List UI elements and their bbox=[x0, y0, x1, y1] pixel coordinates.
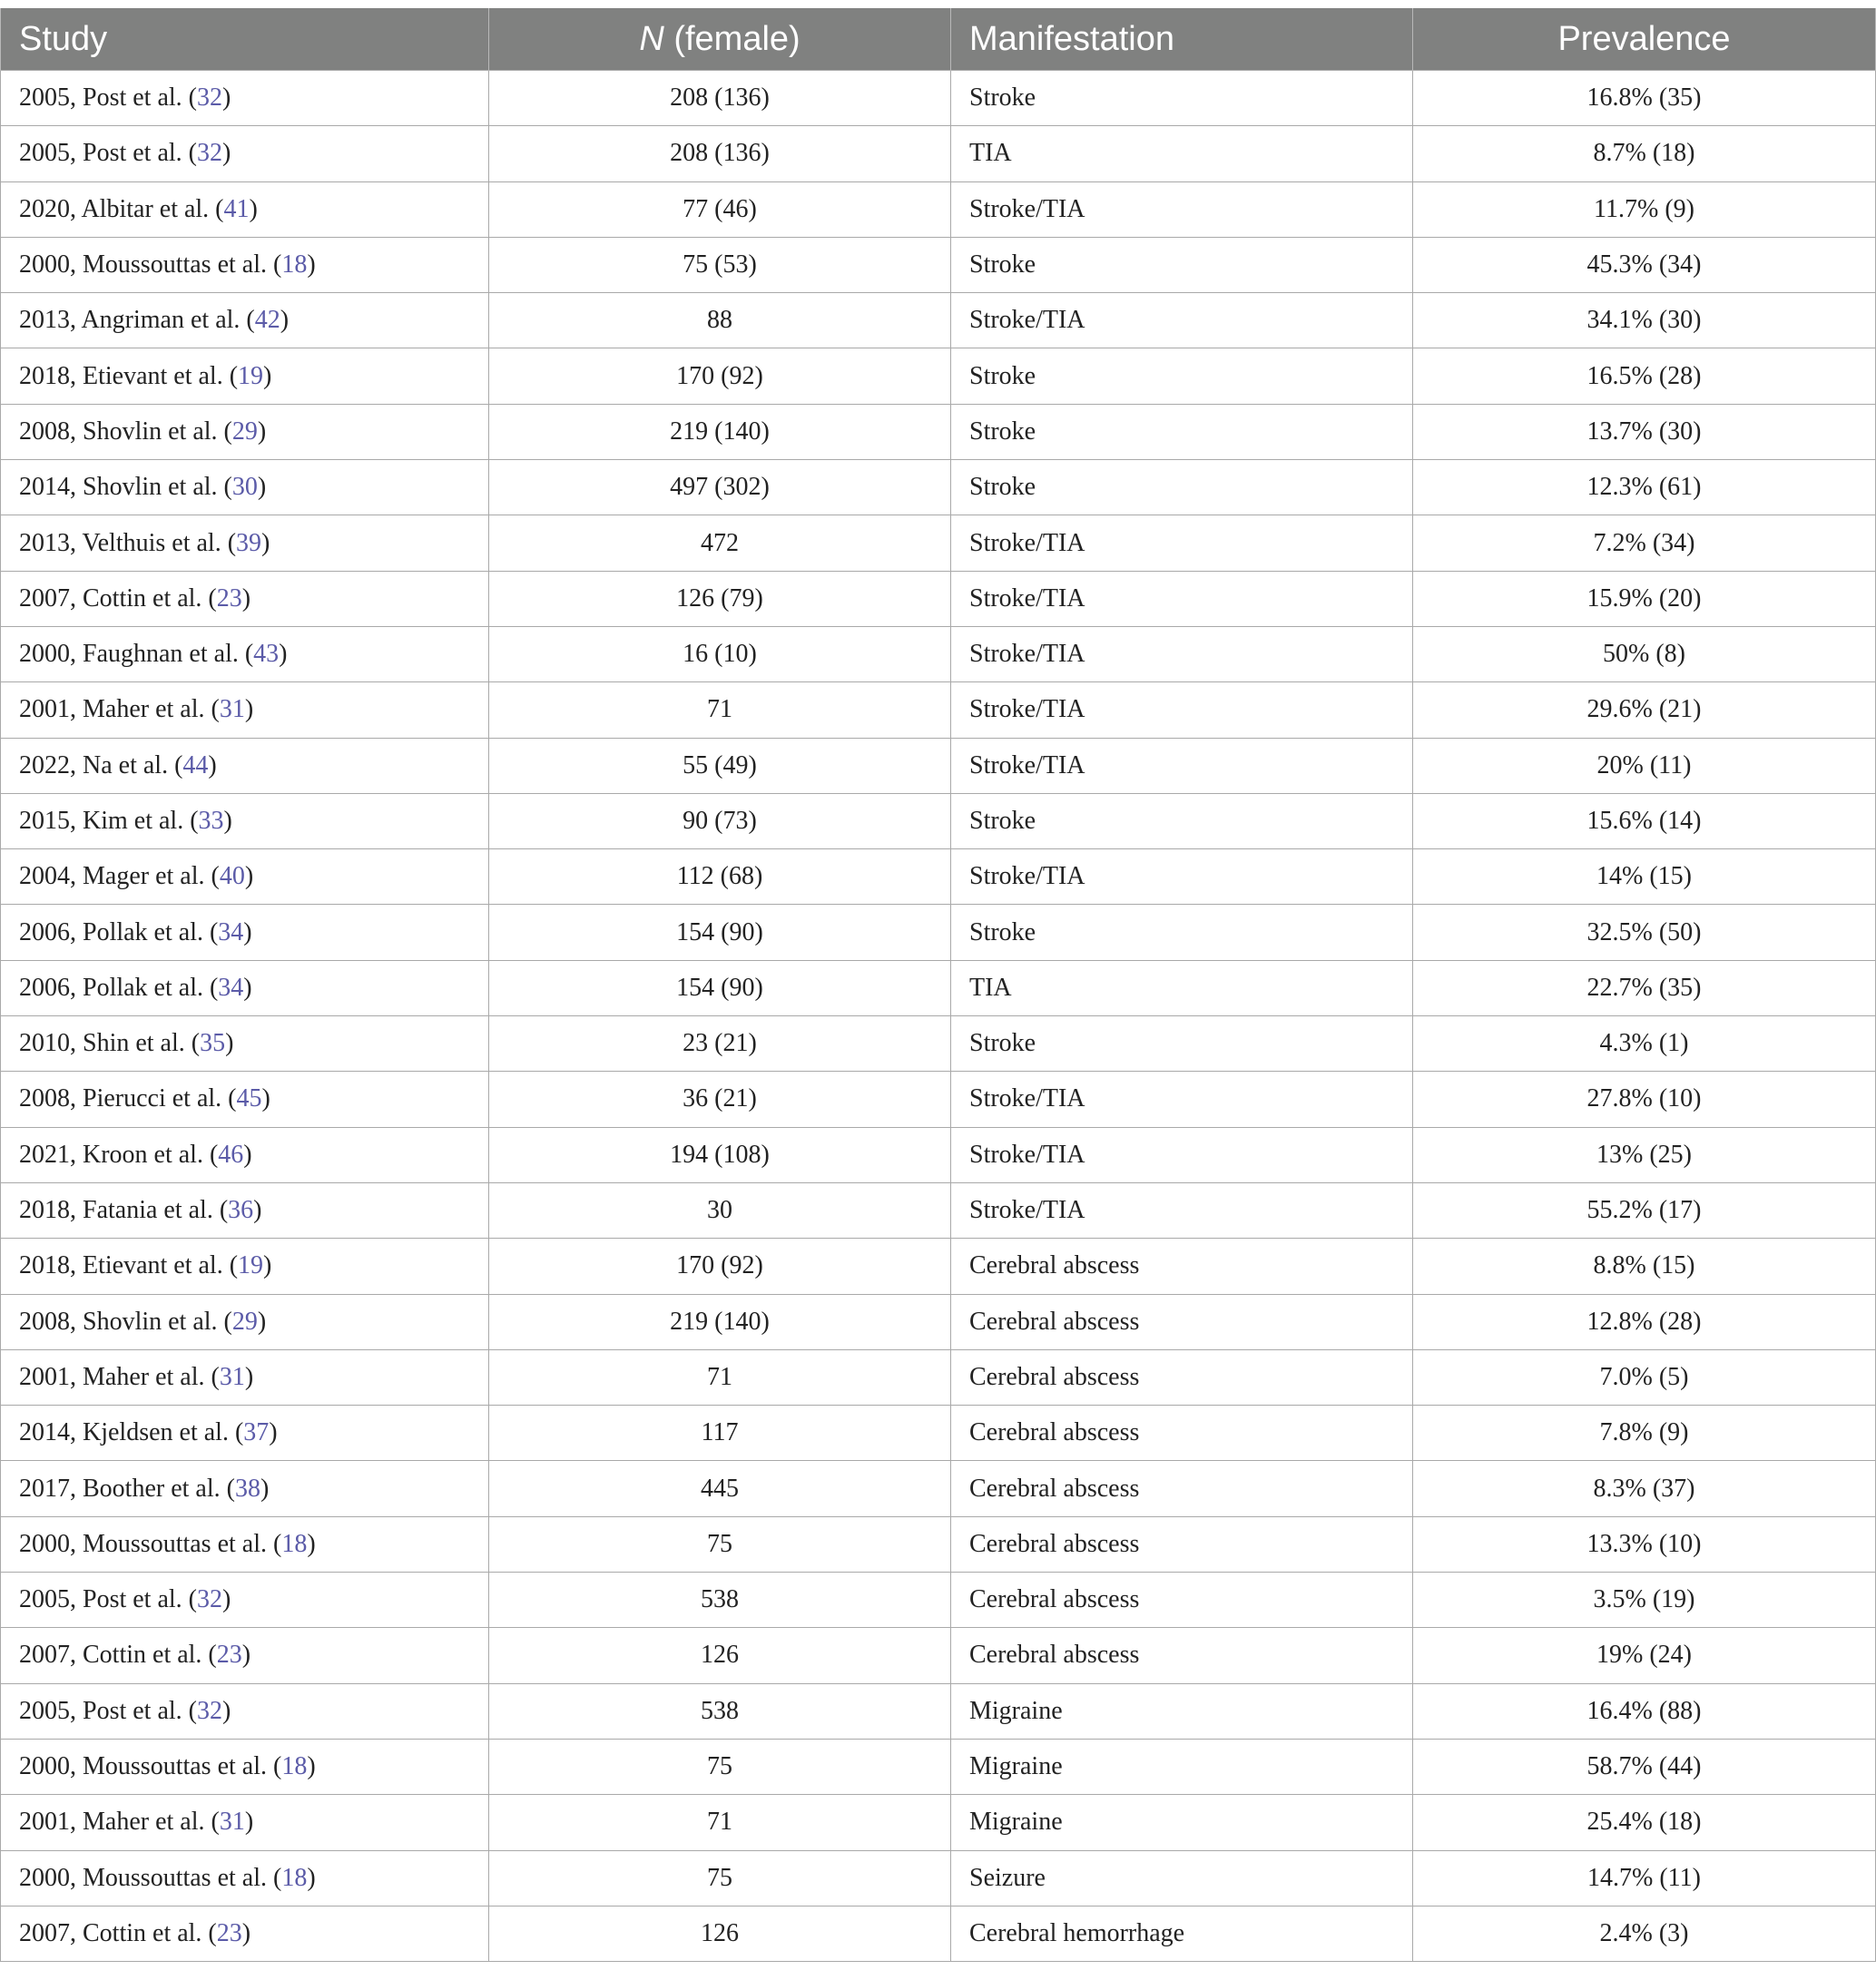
prevalence-cell: 34.1% (30) bbox=[1413, 293, 1876, 348]
study-cell bbox=[1, 738, 489, 793]
n-female-cell: 497 (302) bbox=[489, 460, 951, 515]
close-paren: ) bbox=[257, 1307, 267, 1336]
study-cell bbox=[1, 1349, 489, 1405]
manifestation-cell: Stroke bbox=[951, 404, 1413, 459]
table-row bbox=[1, 1573, 1876, 1628]
n-female-cell: 126 bbox=[489, 1628, 951, 1683]
close-paren: ) bbox=[263, 1251, 272, 1280]
table-row bbox=[1, 1239, 1876, 1294]
manifestation-cell: Stroke bbox=[951, 348, 1413, 404]
close-paren: ) bbox=[225, 1029, 234, 1058]
study-cell bbox=[1, 181, 489, 237]
table-row bbox=[1, 1628, 1876, 1683]
n-female-cell: 75 bbox=[489, 1739, 951, 1794]
study-text: 2005, Post et al. ( bbox=[19, 1585, 197, 1614]
n-female-cell: 75 bbox=[489, 1850, 951, 1906]
reference-link[interactable]: 18 bbox=[281, 250, 308, 279]
n-female-cell: 112 (68) bbox=[489, 849, 951, 905]
study-cell bbox=[1, 1573, 489, 1628]
study-cell bbox=[1, 1516, 489, 1572]
study-text: 2008, Shovlin et al. ( bbox=[19, 1307, 232, 1336]
prevalence-cell: 14.7% (11) bbox=[1413, 1850, 1876, 1906]
prevalence-cell: 15.9% (20) bbox=[1413, 571, 1876, 626]
close-paren: ) bbox=[208, 750, 217, 779]
study-text: 2021, Kroon et al. ( bbox=[19, 1140, 219, 1169]
table-row bbox=[1, 960, 1876, 1015]
prevalence-cell: 19% (24) bbox=[1413, 1628, 1876, 1683]
table-row bbox=[1, 571, 1876, 626]
n-female-cell: 117 bbox=[489, 1406, 951, 1461]
n-female-cell: 126 bbox=[489, 1906, 951, 1961]
prevalence-cell: 12.3% (61) bbox=[1413, 460, 1876, 515]
reference-link[interactable]: 32 bbox=[197, 139, 222, 168]
study-cell bbox=[1, 960, 489, 1015]
study-text: 2017, Boother et al. ( bbox=[19, 1474, 235, 1503]
study-cell bbox=[1, 71, 489, 126]
study-cell bbox=[1, 1294, 489, 1349]
study-text: 2000, Moussouttas et al. ( bbox=[19, 250, 282, 279]
study-table-container bbox=[0, 8, 1875, 1962]
close-paren: ) bbox=[222, 139, 231, 168]
prevalence-cell: 45.3% (34) bbox=[1413, 237, 1876, 292]
study-cell bbox=[1, 1739, 489, 1794]
prevalence-cell: 16.8% (35) bbox=[1413, 71, 1876, 126]
n-female-cell: 75 bbox=[489, 1516, 951, 1572]
prevalence-cell: 22.7% (35) bbox=[1413, 960, 1876, 1015]
reference-link[interactable]: 42 bbox=[254, 306, 280, 335]
study-cell bbox=[1, 1906, 489, 1961]
study-text: 2005, Post et al. ( bbox=[19, 1696, 197, 1725]
table-row bbox=[1, 849, 1876, 905]
table-row bbox=[1, 126, 1876, 181]
n-female-cell: 208 (136) bbox=[489, 126, 951, 181]
reference-link[interactable]: 36 bbox=[228, 1196, 254, 1225]
reference-link[interactable]: 19 bbox=[238, 361, 264, 390]
study-cell bbox=[1, 1628, 489, 1683]
table-row bbox=[1, 793, 1876, 848]
n-female-cell: 75 (53) bbox=[489, 237, 951, 292]
manifestation-cell: Stroke/TIA bbox=[951, 1072, 1413, 1127]
close-paren: ) bbox=[280, 306, 290, 335]
n-female-cell: 88 bbox=[489, 293, 951, 348]
reference-link[interactable]: 40 bbox=[219, 862, 245, 891]
close-paren: ) bbox=[257, 417, 267, 446]
study-cell bbox=[1, 571, 489, 626]
reference-link[interactable]: 31 bbox=[219, 695, 245, 724]
manifestation-cell: Stroke/TIA bbox=[951, 571, 1413, 626]
n-female-cell: 538 bbox=[489, 1683, 951, 1739]
header-prevalence: Prevalence bbox=[1413, 8, 1876, 71]
manifestation-cell: Migraine bbox=[951, 1795, 1413, 1850]
prevalence-cell: 8.3% (37) bbox=[1413, 1461, 1876, 1516]
table-row bbox=[1, 905, 1876, 960]
n-female-cell: 126 (79) bbox=[489, 571, 951, 626]
prevalence-cell: 16.4% (88) bbox=[1413, 1683, 1876, 1739]
close-paren: ) bbox=[222, 1696, 231, 1725]
header-n-female bbox=[489, 8, 951, 71]
manifestation-cell: Cerebral hemorrhage bbox=[951, 1906, 1413, 1961]
reference-link[interactable]: 32 bbox=[197, 1585, 222, 1614]
study-text: 2018, Fatania et al. ( bbox=[19, 1196, 229, 1225]
close-paren: ) bbox=[244, 1808, 254, 1837]
study-text: 2014, Shovlin et al. ( bbox=[19, 473, 232, 502]
study-text: 2010, Shin et al. ( bbox=[19, 1029, 201, 1058]
manifestation-cell: Stroke bbox=[951, 1016, 1413, 1072]
close-paren: ) bbox=[243, 917, 252, 946]
manifestation-cell: Cerebral abscess bbox=[951, 1573, 1413, 1628]
n-female-cell: 55 (49) bbox=[489, 738, 951, 793]
close-paren: ) bbox=[263, 361, 272, 390]
n-female-cell: 16 (10) bbox=[489, 626, 951, 681]
study-cell bbox=[1, 1127, 489, 1182]
close-paren: ) bbox=[244, 1362, 254, 1391]
reference-link[interactable]: 18 bbox=[281, 1863, 308, 1892]
study-cell bbox=[1, 626, 489, 681]
manifestation-cell: Cerebral abscess bbox=[951, 1349, 1413, 1405]
reference-link[interactable]: 19 bbox=[238, 1251, 264, 1280]
manifestation-cell: Stroke/TIA bbox=[951, 849, 1413, 905]
prevalence-cell: 7.2% (34) bbox=[1413, 515, 1876, 571]
reference-link[interactable]: 23 bbox=[216, 1641, 242, 1670]
study-text: 2001, Maher et al. ( bbox=[19, 1362, 220, 1391]
study-text: 2001, Maher et al. ( bbox=[19, 695, 220, 724]
manifestation-cell: Stroke/TIA bbox=[951, 682, 1413, 738]
study-text: 2013, Velthuis et al. ( bbox=[19, 528, 237, 557]
reference-link[interactable]: 45 bbox=[236, 1084, 262, 1113]
close-paren: ) bbox=[244, 695, 254, 724]
study-cell bbox=[1, 293, 489, 348]
study-text: 2008, Pierucci et al. ( bbox=[19, 1084, 237, 1113]
study-text: 2005, Post et al. ( bbox=[19, 83, 197, 113]
prevalence-cell: 3.5% (19) bbox=[1413, 1573, 1876, 1628]
reference-link[interactable]: 46 bbox=[218, 1140, 244, 1169]
prevalence-cell: 11.7% (9) bbox=[1413, 181, 1876, 237]
manifestation-cell: TIA bbox=[951, 960, 1413, 1015]
reference-link[interactable]: 44 bbox=[182, 750, 209, 779]
manifestation-cell: TIA bbox=[951, 126, 1413, 181]
study-text: 2000, Moussouttas et al. ( bbox=[19, 1752, 282, 1781]
reference-link[interactable]: 37 bbox=[243, 1418, 270, 1447]
study-text: 2000, Moussouttas et al. ( bbox=[19, 1863, 282, 1892]
close-paren: ) bbox=[243, 1140, 252, 1169]
header-study: Study bbox=[1, 8, 489, 71]
reference-link[interactable]: 29 bbox=[231, 1307, 258, 1336]
prevalence-cell: 2.4% (3) bbox=[1413, 1906, 1876, 1961]
table-row bbox=[1, 71, 1876, 126]
prevalence-cell: 58.7% (44) bbox=[1413, 1739, 1876, 1794]
table-row bbox=[1, 348, 1876, 404]
n-female-cell: 538 bbox=[489, 1573, 951, 1628]
table-body bbox=[1, 71, 1876, 1962]
manifestation-cell: Stroke/TIA bbox=[951, 626, 1413, 681]
reference-link[interactable]: 32 bbox=[197, 83, 222, 113]
manifestation-cell: Stroke bbox=[951, 793, 1413, 848]
table-row bbox=[1, 1516, 1876, 1572]
prevalence-cell: 15.6% (14) bbox=[1413, 793, 1876, 848]
study-text: 2006, Pollak et al. ( bbox=[19, 973, 219, 1002]
reference-link[interactable]: 18 bbox=[281, 1529, 308, 1558]
study-text: 2007, Cottin et al. ( bbox=[19, 1918, 217, 1947]
table-row bbox=[1, 1461, 1876, 1516]
study-text: 2001, Maher et al. ( bbox=[19, 1808, 220, 1837]
close-paren: ) bbox=[223, 807, 232, 835]
study-cell bbox=[1, 1683, 489, 1739]
table-row bbox=[1, 1127, 1876, 1182]
study-text: 2006, Pollak et al. ( bbox=[19, 917, 219, 946]
prevalence-cell: 16.5% (28) bbox=[1413, 348, 1876, 404]
reference-link[interactable]: 41 bbox=[223, 194, 250, 223]
study-text: 2014, Kjeldsen et al. ( bbox=[19, 1418, 244, 1447]
close-paren: ) bbox=[243, 973, 252, 1002]
study-text: 2004, Mager et al. ( bbox=[19, 862, 220, 891]
reference-link[interactable]: 18 bbox=[281, 1752, 308, 1781]
reference-link[interactable]: 32 bbox=[197, 1696, 222, 1725]
close-paren: ) bbox=[249, 194, 258, 223]
n-female-cell: 71 bbox=[489, 682, 951, 738]
table-row bbox=[1, 1683, 1876, 1739]
header-n-rest: (female) bbox=[663, 19, 800, 58]
manifestation-cell: Cerebral abscess bbox=[951, 1628, 1413, 1683]
study-cell bbox=[1, 460, 489, 515]
prevalence-cell: 13.7% (30) bbox=[1413, 404, 1876, 459]
manifestation-cell: Stroke bbox=[951, 237, 1413, 292]
prevalence-cell: 7.8% (9) bbox=[1413, 1406, 1876, 1461]
manifestation-cell: Cerebral abscess bbox=[951, 1239, 1413, 1294]
study-cell bbox=[1, 237, 489, 292]
close-paren: ) bbox=[241, 583, 251, 613]
close-paren: ) bbox=[307, 1529, 316, 1558]
n-female-cell: 71 bbox=[489, 1349, 951, 1405]
reference-link[interactable]: 23 bbox=[216, 1918, 242, 1947]
study-text: 2015, Kim et al. ( bbox=[19, 807, 199, 835]
reference-link[interactable]: 39 bbox=[236, 528, 262, 557]
study-text: 2007, Cottin et al. ( bbox=[19, 583, 217, 613]
n-female-cell: 77 (46) bbox=[489, 181, 951, 237]
table-row bbox=[1, 460, 1876, 515]
prevalence-cell: 50% (8) bbox=[1413, 626, 1876, 681]
table-row bbox=[1, 1795, 1876, 1850]
study-text: 2020, Albitar et al. ( bbox=[19, 194, 224, 223]
study-cell bbox=[1, 404, 489, 459]
manifestation-cell: Stroke/TIA bbox=[951, 293, 1413, 348]
study-cell bbox=[1, 1072, 489, 1127]
reference-link[interactable]: 34 bbox=[218, 917, 244, 946]
prevalence-cell: 32.5% (50) bbox=[1413, 905, 1876, 960]
study-table bbox=[0, 8, 1876, 1962]
header-manifestation: Manifestation bbox=[951, 8, 1413, 71]
n-female-cell: 154 (90) bbox=[489, 960, 951, 1015]
study-text: 2005, Post et al. ( bbox=[19, 139, 197, 168]
reference-link[interactable]: 29 bbox=[231, 417, 258, 446]
close-paren: ) bbox=[261, 1084, 270, 1113]
manifestation-cell: Stroke bbox=[951, 905, 1413, 960]
manifestation-cell: Cerebral abscess bbox=[951, 1406, 1413, 1461]
reference-link[interactable]: 33 bbox=[198, 807, 224, 835]
study-cell bbox=[1, 793, 489, 848]
study-text: 2018, Etievant et al. ( bbox=[19, 1251, 239, 1280]
prevalence-cell: 7.0% (5) bbox=[1413, 1349, 1876, 1405]
n-female-cell: 154 (90) bbox=[489, 905, 951, 960]
close-paren: ) bbox=[244, 862, 254, 891]
manifestation-cell: Stroke bbox=[951, 460, 1413, 515]
study-text: 2018, Etievant et al. ( bbox=[19, 361, 239, 390]
n-female-cell: 30 bbox=[489, 1182, 951, 1238]
table-row bbox=[1, 1182, 1876, 1238]
n-female-cell: 445 bbox=[489, 1461, 951, 1516]
table-row bbox=[1, 293, 1876, 348]
table-row bbox=[1, 181, 1876, 237]
header-n-italic: N bbox=[639, 19, 664, 58]
close-paren: ) bbox=[241, 1641, 251, 1670]
manifestation-cell: Stroke/TIA bbox=[951, 738, 1413, 793]
study-cell bbox=[1, 682, 489, 738]
study-cell bbox=[1, 515, 489, 571]
reference-link[interactable]: 31 bbox=[219, 1362, 245, 1391]
manifestation-cell: Cerebral abscess bbox=[951, 1461, 1413, 1516]
table-row bbox=[1, 237, 1876, 292]
prevalence-cell: 25.4% (18) bbox=[1413, 1795, 1876, 1850]
study-cell bbox=[1, 1406, 489, 1461]
reference-link[interactable]: 38 bbox=[234, 1474, 260, 1503]
manifestation-cell: Cerebral abscess bbox=[951, 1516, 1413, 1572]
n-female-cell: 170 (92) bbox=[489, 1239, 951, 1294]
prevalence-cell: 12.8% (28) bbox=[1413, 1294, 1876, 1349]
table-row bbox=[1, 1406, 1876, 1461]
study-cell bbox=[1, 348, 489, 404]
close-paren: ) bbox=[279, 640, 288, 669]
close-paren: ) bbox=[307, 1863, 316, 1892]
prevalence-cell: 14% (15) bbox=[1413, 849, 1876, 905]
study-cell bbox=[1, 1016, 489, 1072]
manifestation-cell: Stroke/TIA bbox=[951, 515, 1413, 571]
close-paren: ) bbox=[269, 1418, 278, 1447]
table-row bbox=[1, 1016, 1876, 1072]
table-row bbox=[1, 626, 1876, 681]
close-paren: ) bbox=[222, 1585, 231, 1614]
n-female-cell: 71 bbox=[489, 1795, 951, 1850]
reference-link[interactable]: 31 bbox=[219, 1808, 245, 1837]
table-row bbox=[1, 682, 1876, 738]
prevalence-cell: 4.3% (1) bbox=[1413, 1016, 1876, 1072]
study-text: 2008, Shovlin et al. ( bbox=[19, 417, 232, 446]
study-text: 2000, Moussouttas et al. ( bbox=[19, 1529, 282, 1558]
close-paren: ) bbox=[222, 83, 231, 113]
table-row bbox=[1, 1349, 1876, 1405]
reference-link[interactable]: 23 bbox=[216, 583, 242, 613]
manifestation-cell: Stroke/TIA bbox=[951, 1182, 1413, 1238]
table-row bbox=[1, 515, 1876, 571]
prevalence-cell: 8.7% (18) bbox=[1413, 126, 1876, 181]
table-row bbox=[1, 1072, 1876, 1127]
reference-link[interactable]: 35 bbox=[200, 1029, 226, 1058]
study-cell bbox=[1, 1461, 489, 1516]
n-female-cell: 472 bbox=[489, 515, 951, 571]
study-text: 2000, Faughnan et al. ( bbox=[19, 640, 254, 669]
study-text: 2022, Na et al. ( bbox=[19, 750, 183, 779]
n-female-cell: 219 (140) bbox=[489, 404, 951, 459]
close-paren: ) bbox=[241, 1918, 251, 1947]
close-paren: ) bbox=[261, 528, 270, 557]
n-female-cell: 36 (21) bbox=[489, 1072, 951, 1127]
n-female-cell: 90 (73) bbox=[489, 793, 951, 848]
manifestation-cell: Stroke bbox=[951, 71, 1413, 126]
prevalence-cell: 29.6% (21) bbox=[1413, 682, 1876, 738]
study-cell bbox=[1, 849, 489, 905]
close-paren: ) bbox=[307, 1752, 316, 1781]
manifestation-cell: Cerebral abscess bbox=[951, 1294, 1413, 1349]
manifestation-cell: Seizure bbox=[951, 1850, 1413, 1906]
prevalence-cell: 13.3% (10) bbox=[1413, 1516, 1876, 1572]
table-row bbox=[1, 1739, 1876, 1794]
manifestation-cell: Migraine bbox=[951, 1683, 1413, 1739]
study-cell bbox=[1, 1239, 489, 1294]
close-paren: ) bbox=[260, 1474, 270, 1503]
prevalence-cell: 20% (11) bbox=[1413, 738, 1876, 793]
table-row bbox=[1, 1906, 1876, 1961]
n-female-cell: 208 (136) bbox=[489, 71, 951, 126]
prevalence-cell: 27.8% (10) bbox=[1413, 1072, 1876, 1127]
n-female-cell: 219 (140) bbox=[489, 1294, 951, 1349]
n-female-cell: 170 (92) bbox=[489, 348, 951, 404]
study-text: 2007, Cottin et al. ( bbox=[19, 1641, 217, 1670]
table-row bbox=[1, 404, 1876, 459]
table-row bbox=[1, 1850, 1876, 1906]
n-female-cell: 23 (21) bbox=[489, 1016, 951, 1072]
prevalence-cell: 13% (25) bbox=[1413, 1127, 1876, 1182]
study-cell bbox=[1, 905, 489, 960]
prevalence-cell: 55.2% (17) bbox=[1413, 1182, 1876, 1238]
table-row bbox=[1, 1294, 1876, 1349]
reference-link[interactable]: 43 bbox=[253, 640, 280, 669]
close-paren: ) bbox=[307, 250, 316, 279]
close-paren: ) bbox=[257, 473, 267, 502]
reference-link[interactable]: 34 bbox=[218, 973, 244, 1002]
close-paren: ) bbox=[253, 1196, 262, 1225]
manifestation-cell: Migraine bbox=[951, 1739, 1413, 1794]
header-row bbox=[1, 8, 1876, 71]
prevalence-cell: 8.8% (15) bbox=[1413, 1239, 1876, 1294]
n-female-cell: 194 (108) bbox=[489, 1127, 951, 1182]
study-cell bbox=[1, 1795, 489, 1850]
study-cell bbox=[1, 1182, 489, 1238]
reference-link[interactable]: 30 bbox=[231, 473, 258, 502]
study-text: 2013, Angriman et al. ( bbox=[19, 306, 255, 335]
study-cell bbox=[1, 126, 489, 181]
manifestation-cell: Stroke/TIA bbox=[951, 1127, 1413, 1182]
table-row bbox=[1, 738, 1876, 793]
study-cell bbox=[1, 1850, 489, 1906]
manifestation-cell: Stroke/TIA bbox=[951, 181, 1413, 237]
